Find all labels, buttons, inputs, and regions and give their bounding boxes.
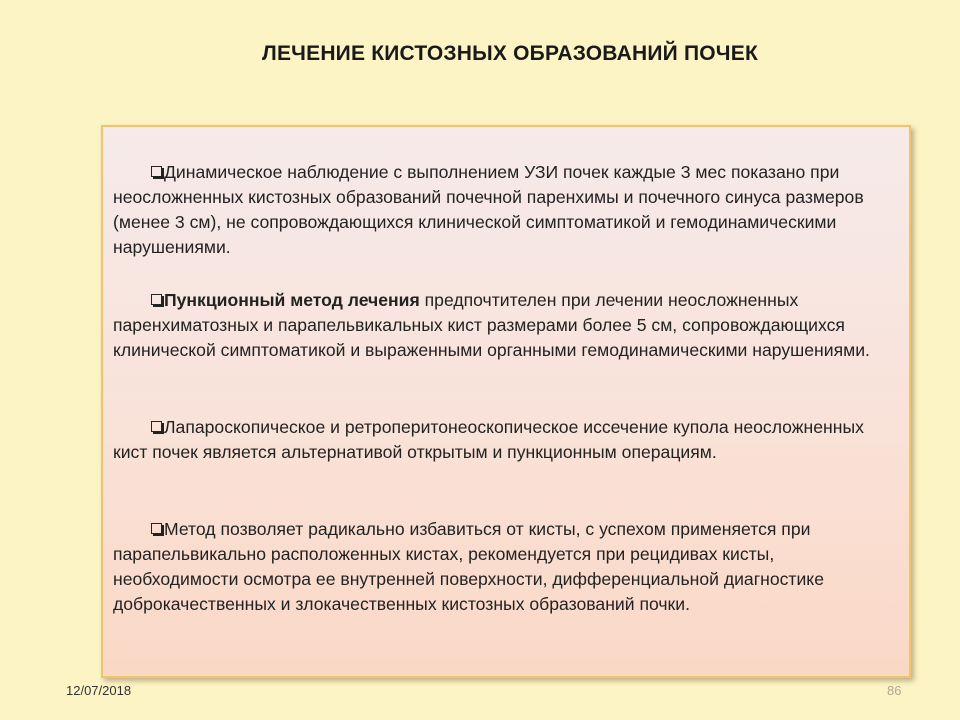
paragraph-2-text: предпочтителен при лечении неосложненных паренхиматозных и парапельвикальных кист размерами более 5 см, сопровождающихся клинической симптоматикой и выраженными органными гемодинамическими нарушениями. bbox=[113, 290, 870, 360]
paragraph-4 bbox=[113, 517, 903, 617]
paragraph-3 bbox=[113, 415, 903, 465]
slide-page-number: 86 bbox=[887, 683, 902, 698]
paragraph-1 bbox=[113, 160, 903, 260]
slide-date: 12/07/2018 bbox=[66, 683, 132, 698]
paragraph-2-bold: Пункционный метод лечения bbox=[164, 290, 420, 310]
content-box bbox=[101, 125, 911, 678]
paragraph-4-text: Метод позволяет радикально избавиться от кисты, с успехом применяется при парапельвикально расположенных кистах, рекомендуется при рецидивах кисты, необходимости осмотра ее внутренней поверхности, дифференциальной диагностике доброкачественных и злокачественных кистозных образований почки. bbox=[113, 519, 824, 614]
paragraph-2 bbox=[113, 288, 903, 363]
checkbox-bullet-icon bbox=[151, 166, 162, 177]
checkbox-bullet-icon bbox=[151, 421, 162, 432]
slide-title: ЛЕЧЕНИЕ КИСТОЗНЫХ ОБРАЗОВАНИЙ ПОЧЕК bbox=[262, 42, 758, 65]
checkbox-bullet-icon bbox=[151, 523, 162, 534]
paragraph-3-text: Лапароскопическое и ретроперитонеоскопическое иссечение купола неосложненных кист почек является альтернативой открытым и пункционным операциям. bbox=[113, 417, 864, 462]
checkbox-bullet-icon bbox=[151, 294, 162, 305]
paragraph-1-text: Динамическое наблюдение с выполнением УЗИ почек каждые 3 мес показано при неосложненных кистозных образований почечной паренхимы и почечного синуса размеров (менее 3 см), не сопровождающихся клинической симптоматикой и гемодинамическими нарушениями. bbox=[113, 162, 864, 257]
